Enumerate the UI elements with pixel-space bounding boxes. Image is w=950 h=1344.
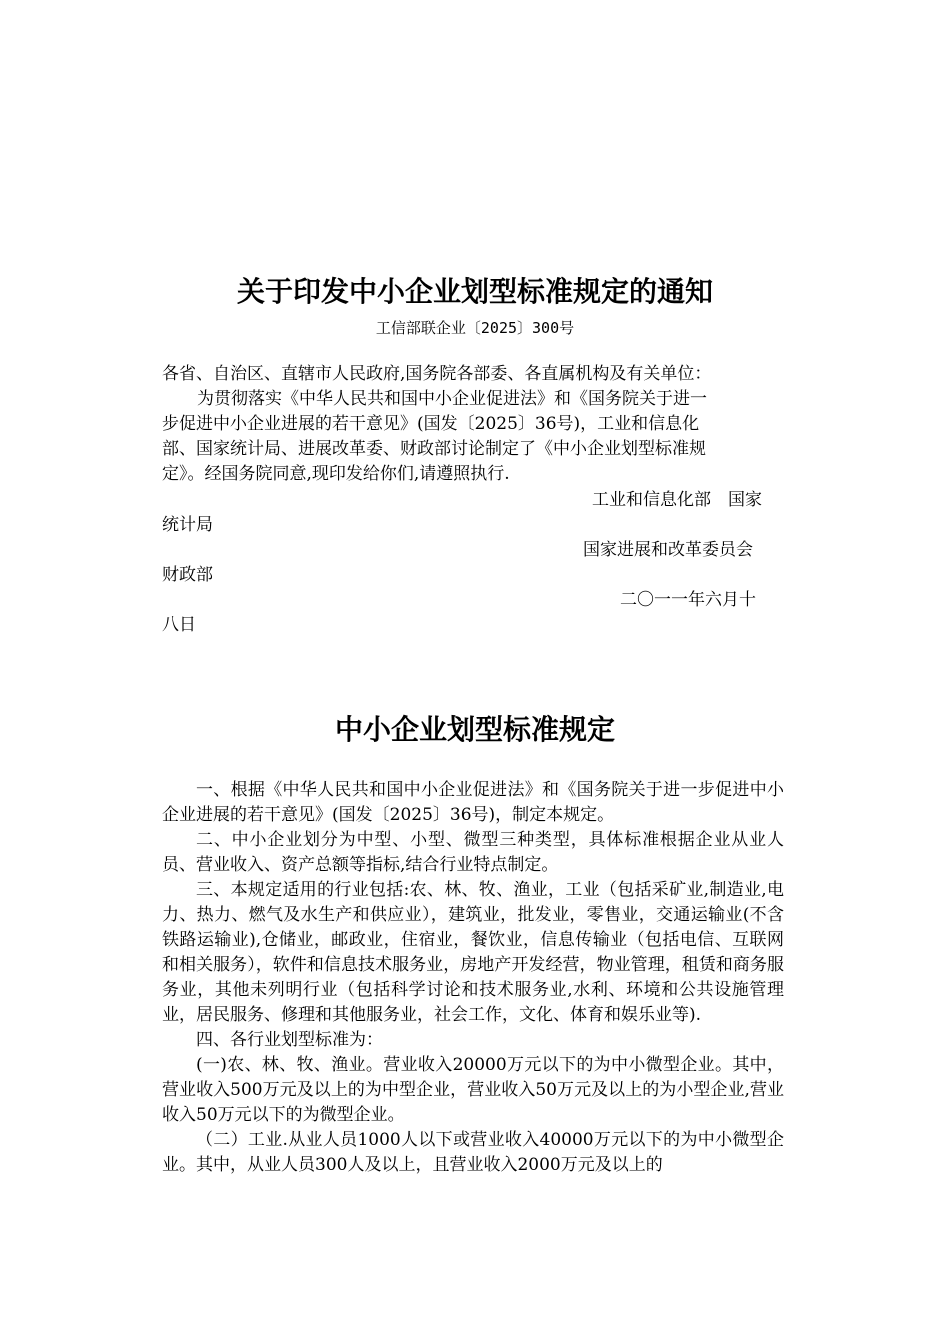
notice-body-line: 为贯彻落实《中华人民共和国中小企业促进法》和《国务院关于进一 bbox=[197, 389, 707, 409]
regulation-paragraph: 一、根据《中华人民共和国中小企业促进法》和《国务院关于进一步促进中小企业进展的若干意见》(国发〔2025〕36号)，制定本规定。 bbox=[162, 780, 784, 825]
signature-line: 国家进展和改革委员会 bbox=[583, 540, 753, 560]
signature-line: 统计局 bbox=[162, 515, 213, 535]
document-number: 工信部联企业〔2025〕300号 bbox=[375, 319, 575, 337]
notice-body-line: 定》。经国务院同意,现印发给你们,请遵照执行. bbox=[162, 464, 510, 484]
regulation-paragraph: (一)农、林、牧、渔业。营业收入20000万元以下的为中小微型企业。其中，营业收入500万元及以上的为中型企业，营业收入50万元及以上的为小型企业,营业收入50万元以下的为微型企业。 bbox=[162, 1055, 784, 1125]
signature-date-line: 八日 bbox=[162, 615, 196, 635]
notice-body-line: 部、国家统计局、进展改革委、财政部讨论制定了《中小企业划型标准规 bbox=[162, 439, 706, 459]
signature-line: 财政部 bbox=[162, 565, 213, 585]
regulation-paragraph: 三、本规定适用的行业包括:农、林、牧、渔业，工业（包括采矿业,制造业,电力、热力、燃气及水生产和供应业），建筑业，批发业，零售业，交通运输业(不含铁路运输业),仓储业，邮政业，住宿业，餐饮业，信息传输业（包括电信、互联网和相关服务），软件和信息技术服务业，房地产开发经营，物业管理，租赁和商务服务业，其他未列明行业（包括科学讨论和技术服务业,水利、环境和公共设施管理业，居民服务、修理和其他服务业，社会工作，文化、体育和娱乐业等). bbox=[162, 880, 784, 1025]
signature-date-line: 二〇一一年六月十 bbox=[620, 590, 756, 610]
regulation-paragraph: 二、中小企业划分为中型、小型、微型三种类型，具体标准根据企业从业人员、营业收入、资产总额等指标,结合行业特点制定。 bbox=[162, 830, 784, 875]
regulation-paragraph: （二）工业.从业人员1000人以下或营业收入40000万元以下的为中小微型企业。其中，从业人员300人及以上，且营业收入2000万元及以上的 bbox=[162, 1130, 784, 1175]
notice-title: 关于印发中小企业划型标准规定的通知 bbox=[236, 275, 713, 308]
regulation-paragraph: 四、各行业划型标准为： bbox=[196, 1030, 383, 1050]
notice-body-line: 步促进中小企业进展的若干意见》(国发〔2025〕36号)，工业和信息化 bbox=[162, 414, 700, 434]
regulation-title: 中小企业划型标准规定 bbox=[334, 713, 615, 746]
signature-line: 工业和信息化部 国家 bbox=[592, 490, 762, 510]
addressee-line: 各省、自治区、直辖市人民政府,国务院各部委、各直属机构及有关单位： bbox=[162, 364, 712, 384]
regulation-body bbox=[162, 778, 784, 1178]
